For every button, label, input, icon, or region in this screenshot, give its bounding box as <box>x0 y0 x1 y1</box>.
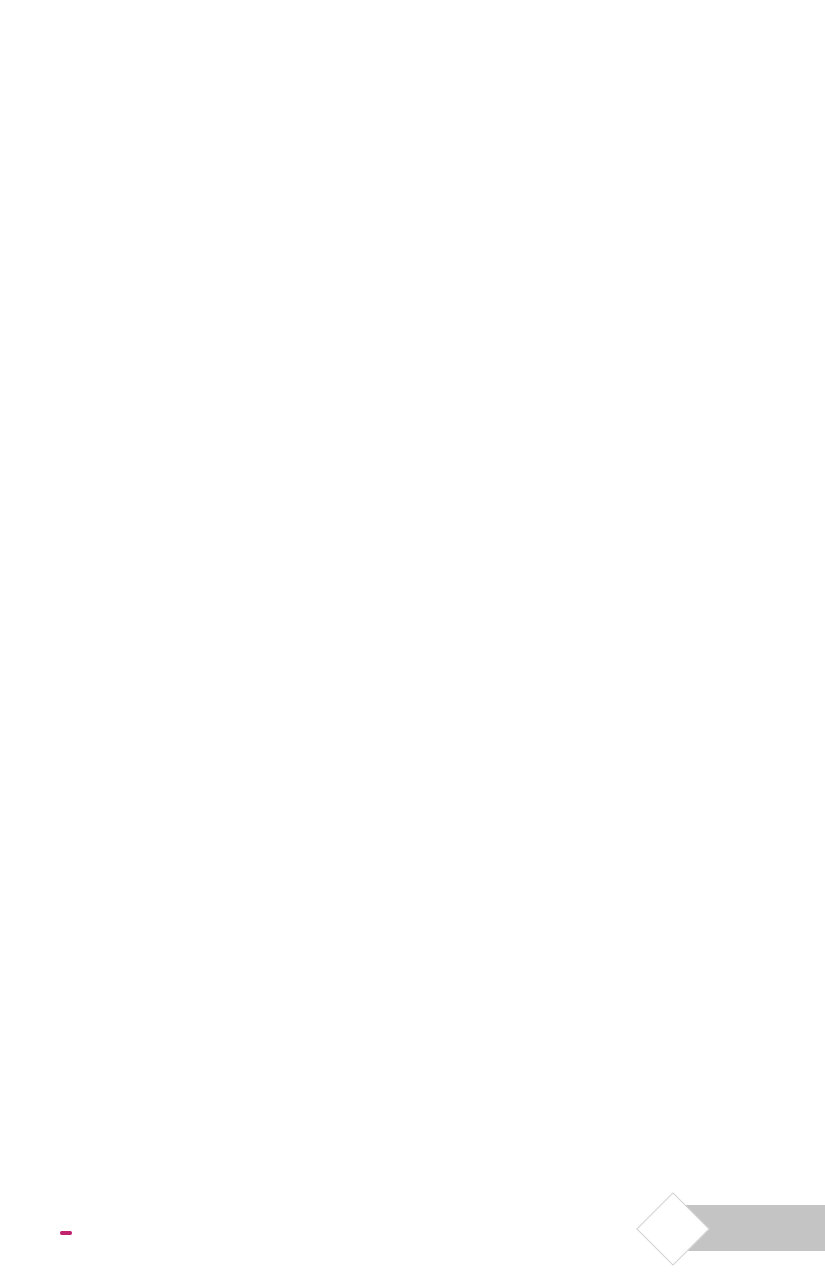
ruhama-shop-logo <box>58 1211 72 1242</box>
page-footer <box>0 1195 825 1265</box>
page-number-diamond <box>636 1192 710 1266</box>
logo-shop-badge <box>60 1231 72 1235</box>
